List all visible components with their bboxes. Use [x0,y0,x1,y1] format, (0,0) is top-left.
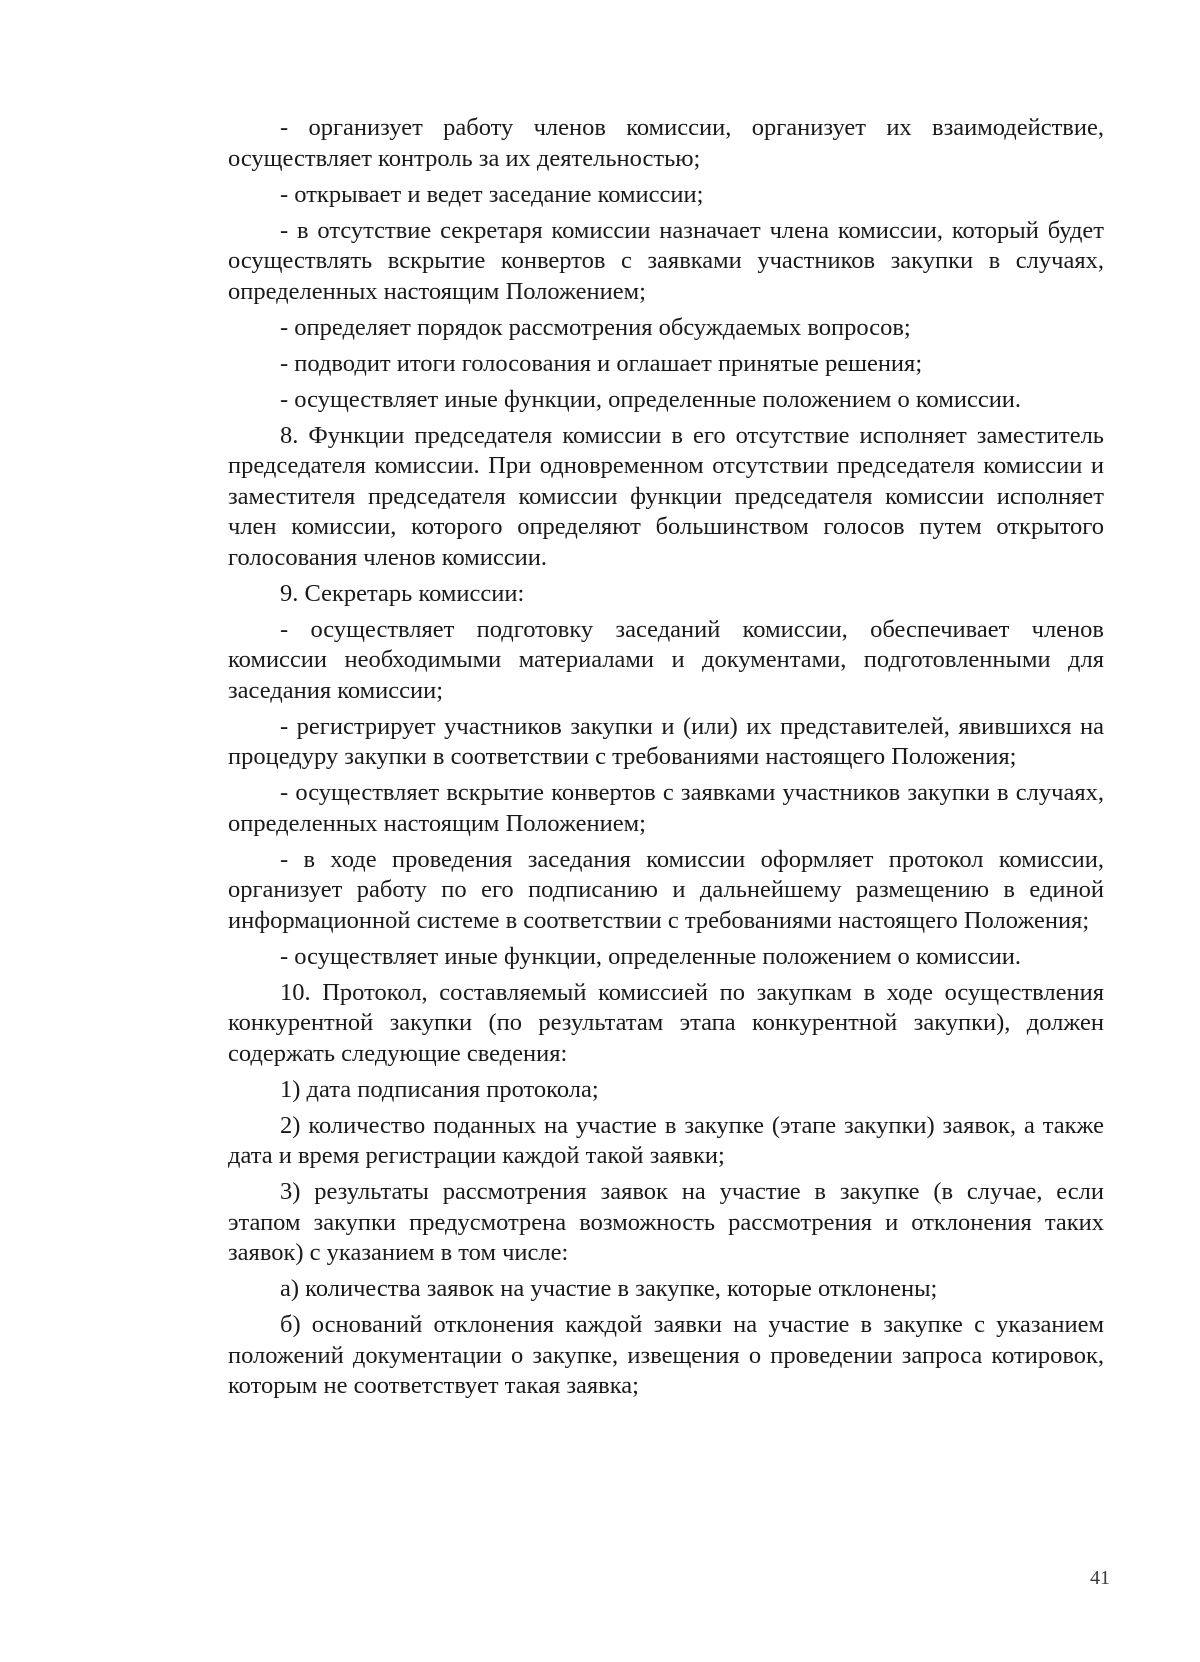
paragraph-open-meeting: - открывает и ведет заседание комиссии; [280,180,704,208]
paragraph-register-participants: - регистрирует участников закупки и (или) их представителей, явившихся на процедуру закупки в соответствии с требованиями настоящего Положения; [228,712,1104,770]
paragraph-open-envelopes: - осуществляет вскрытие конвертов с заявками участников закупки в случаях, определенных настоящим Положением; [228,779,1104,837]
page-number: 41 [1090,1567,1110,1589]
paragraph-item-8: 8. Функции председателя комиссии в его отсутствие исполняет заместитель председателя комиссии. При одновременном отсутствии председателя комиссии и заместителя председателя комиссии функции председателя комиссии исполняет член комиссии, которого определяют большинством голосов путем открытого голосования членов комиссии. [228,421,1104,571]
paragraph-appoint-member: - в отсутствие секретаря комиссии назначает члена комиссии, который будет осуществлять вскрытие конвертов с заявками участников закупки в случаях, определенных настоящим Положением; [228,216,1104,305]
paragraph-subitem-b: б) оснований отклонения каждой заявки на участие в закупке с указанием положений документации о закупке, извещения о проведении запроса котировок, которым не соответствует такая заявка; [228,1311,1104,1399]
document-body [228,113,1104,1407]
paragraph-organize-work: - организует работу членов комиссии, организует их взаимодействие, осуществляет контроль за их деятельностью; [228,114,1104,172]
paragraph-other-functions: - осуществляет иные функции, определенные положением о комиссии. [280,385,1022,413]
paragraph-draft-protocol: - в ходе проведения заседания комиссии оформляет протокол комиссии, организует работу по его подписанию и дальнейшему размещению в единой информационной системе в соответствии с требованиями настоящего Положения; [228,845,1104,934]
paragraph-discussion-order: - определяет порядок рассмотрения обсуждаемых вопросов; [280,313,911,341]
paragraph-prepare-meetings: - осуществляет подготовку заседаний комиссии, обеспечивает членов комиссии необходимыми материалами и документами, подготовленными для заседания комиссии; [228,615,1104,704]
paragraph-subitem-a: а) количества заявок на участие в закупке, которые отклонены; [280,1275,938,1302]
paragraph-voting-results: - подводит итоги голосования и оглашает принятые решения; [280,349,923,377]
paragraph-item-10: 10. Протокол, составляемый комиссией по закупкам в ходе осуществления конкурентной закупки (по результатам этапа конкурентной закупки), должен содержать следующие сведения: [228,978,1104,1067]
paragraph-subitem-1: 1) дата подписания протокола; [280,1075,599,1103]
paragraph-subitem-3: 3) результаты рассмотрения заявок на участие в закупке (в случае, если этапом закупки предусмотрена возможность рассмотрения и отклонения таких заявок) с указанием в том числе: [228,1178,1104,1266]
paragraph-item-9-heading: 9. Секретарь комиссии: [280,579,525,607]
paragraph-secretary-other-functions: - осуществляет иные функции, определенные положением о комиссии. [280,942,1022,970]
paragraph-subitem-2: 2) количество поданных на участие в закупке (этапе закупки) заявок, а также дата и время регистрации каждой такой заявки; [228,1111,1104,1169]
